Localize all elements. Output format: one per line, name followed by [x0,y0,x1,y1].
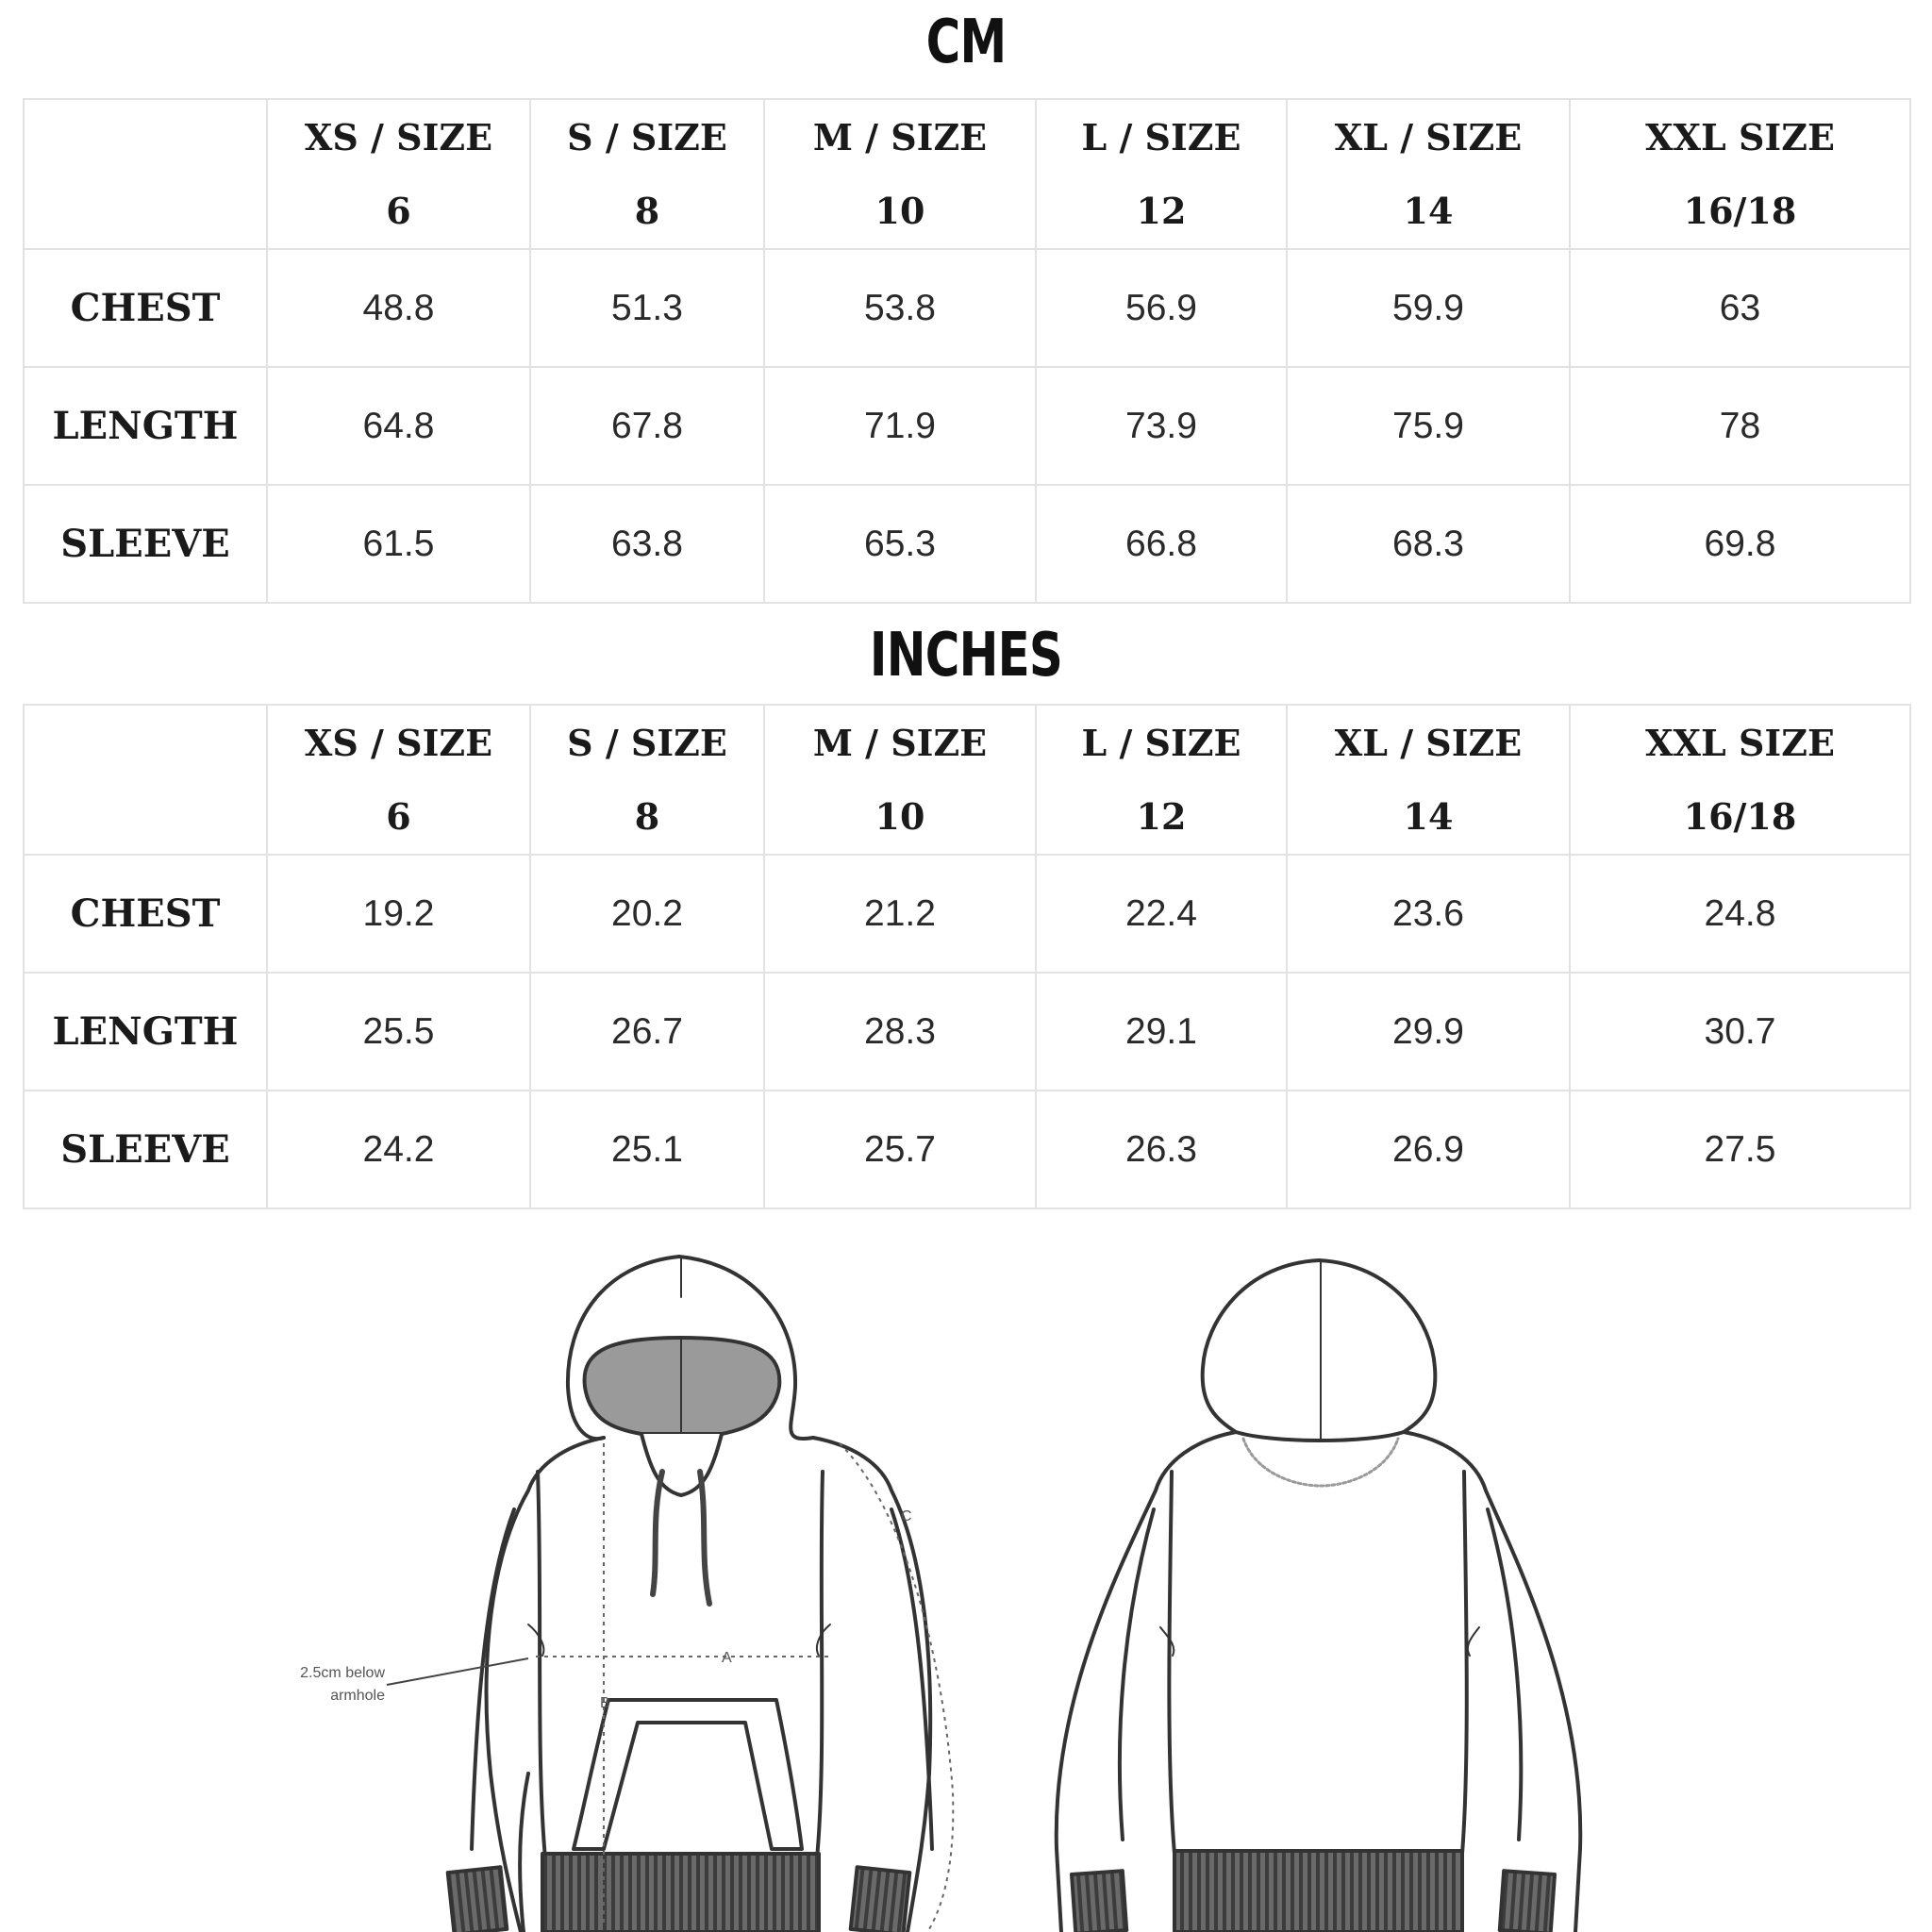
table-cell: 20.2 [530,855,764,973]
table-cell: 56.9 [1036,249,1287,367]
table-cell: 26.9 [1287,1091,1570,1208]
table-cell: 24.8 [1570,855,1910,973]
header-xl: XL / SIZE 14 [1287,99,1570,249]
cm-table-title: CM [925,8,1007,77]
header-l: L / SIZE 12 [1036,705,1287,855]
header-xs: XS / SIZE 6 [267,705,530,855]
cm-size-table [23,98,1911,604]
table-cell: 66.8 [1036,485,1287,603]
header-corner [24,705,267,855]
row-label-length: LENGTH [24,367,267,485]
table-cell: 23.6 [1287,855,1570,973]
table-cell: 71.9 [764,367,1036,485]
table-cell: 65.3 [764,485,1036,603]
armhole-note-line2: armhole [330,1688,385,1704]
armhole-note-line1: 2.5cm below [300,1665,385,1681]
row-label-chest: CHEST [24,855,267,973]
table-cell: 59.9 [1287,249,1570,367]
table-row-chest [24,855,1910,973]
table-row-sleeve [24,485,1910,603]
table-cell: 25.1 [530,1091,764,1208]
table-cell: 25.7 [764,1091,1036,1208]
table-cell: 26.7 [530,973,764,1091]
row-label-chest: CHEST [24,249,267,367]
table-cell: 22.4 [1036,855,1287,973]
row-label-length: LENGTH [24,973,267,1091]
table-cell: 68.3 [1287,485,1570,603]
header-s: S / SIZE 8 [530,99,764,249]
table-row-sleeve [24,1091,1910,1208]
table-cell: 25.5 [267,973,530,1091]
header-s: S / SIZE 8 [530,705,764,855]
table-row-chest [24,249,1910,367]
table-cell: 29.9 [1287,973,1570,1091]
table-cell: 24.2 [267,1091,530,1208]
header-xxl: XXL SIZE 16/18 [1570,99,1910,249]
table-cell: 48.8 [267,249,530,367]
table-cell: 30.7 [1570,973,1910,1091]
table-cell: 75.9 [1287,367,1570,485]
table-cell: 27.5 [1570,1091,1910,1208]
table-cell: 19.2 [267,855,530,973]
header-m: M / SIZE 10 [764,705,1036,855]
table-cell: 64.8 [267,367,530,485]
header-m: M / SIZE 10 [764,99,1036,249]
table-cell: 78 [1570,367,1910,485]
inches-table-title: INCHES [869,621,1063,691]
header-l: L / SIZE 12 [1036,99,1287,249]
header-xl: XL / SIZE 14 [1287,705,1570,855]
table-cell: 21.2 [764,855,1036,973]
header-xxl: XXL SIZE 16/18 [1570,705,1910,855]
row-label-sleeve: SLEEVE [24,1091,267,1208]
hoodie-measurement-diagram [0,1226,1932,1932]
table-row-length [24,973,1910,1091]
table-header-row [24,99,1910,249]
table-cell: 63.8 [530,485,764,603]
table-cell: 51.3 [530,249,764,367]
inches-size-table [23,704,1911,1209]
hoodie-front-illustration [448,1257,932,1932]
measurement-label-a: A [722,1650,732,1666]
table-row-length [24,367,1910,485]
hoodie-back-illustration [1057,1260,1580,1932]
table-cell: 53.8 [764,249,1036,367]
table-cell: 29.1 [1036,973,1287,1091]
measurement-label-c: C [901,1508,912,1524]
table-cell: 63 [1570,249,1910,367]
table-cell: 61.5 [267,485,530,603]
table-cell: 69.8 [1570,485,1910,603]
table-header-row [24,705,1910,855]
table-cell: 26.3 [1036,1091,1287,1208]
header-corner [24,99,267,249]
row-label-sleeve: SLEEVE [24,485,267,603]
header-xs: XS / SIZE 6 [267,99,530,249]
measurement-label-b: B [600,1695,610,1711]
table-cell: 73.9 [1036,367,1287,485]
table-cell: 28.3 [764,973,1036,1091]
table-cell: 67.8 [530,367,764,485]
